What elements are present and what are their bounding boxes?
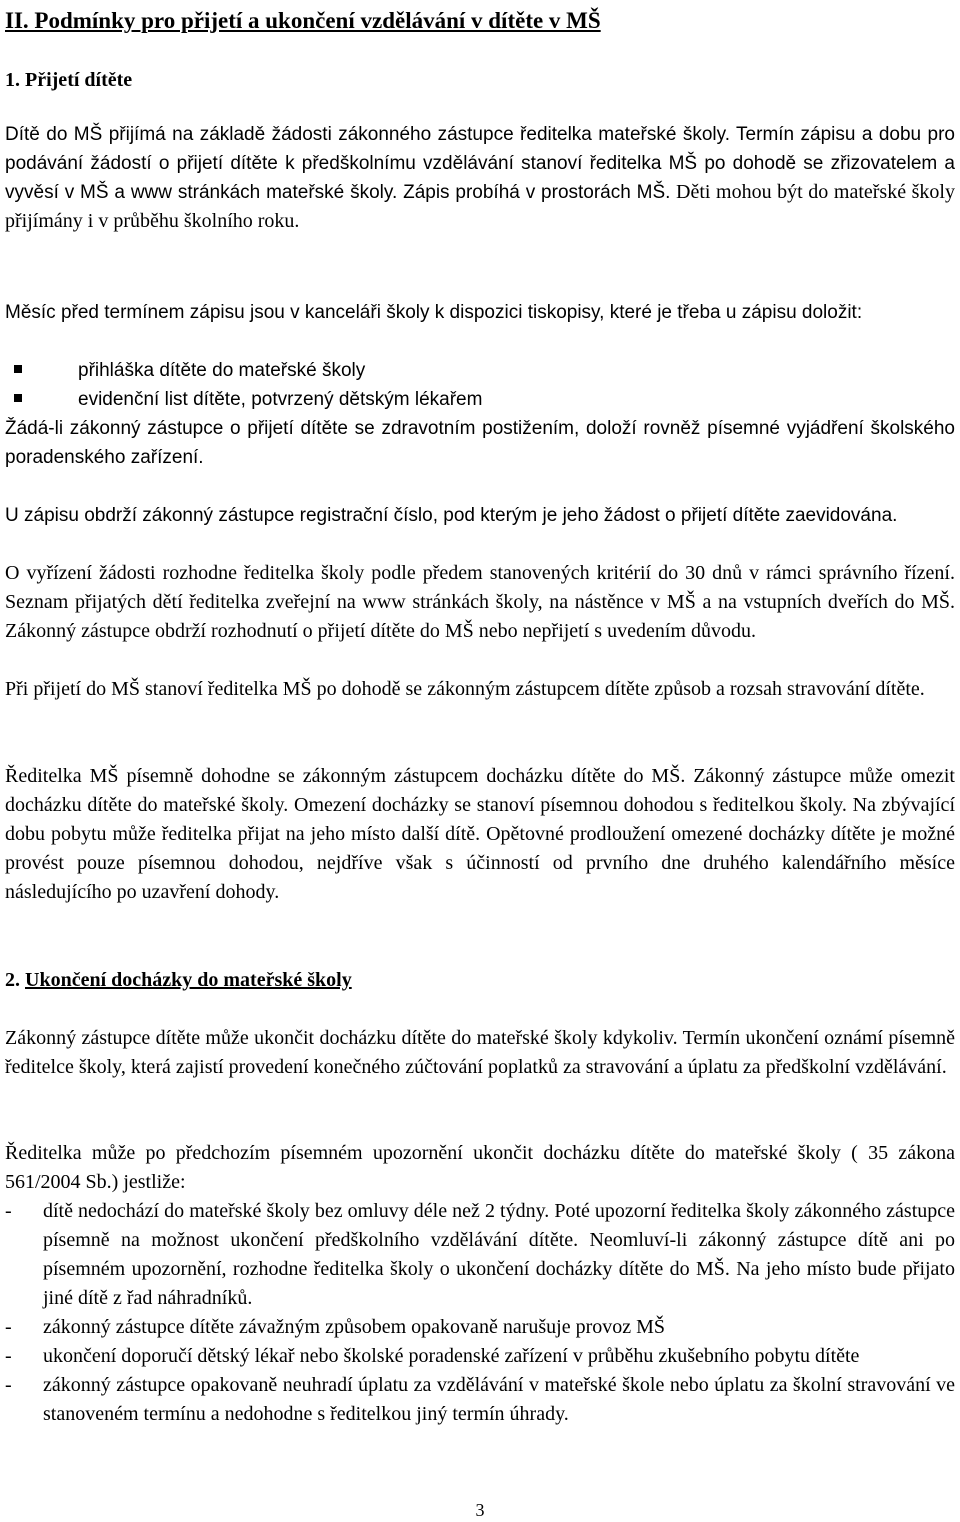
list-item-text: evidenční list dítěte, potvrzený dětským lékařem [78,389,483,410]
dash-marker: - [5,1374,12,1396]
section-2-title [5,966,352,995]
paragraph-1-text: Dítě do MŠ přijímá na základě žádosti zákonného zástupce ředitelka mateřské školy. Termín zápisu a dobu pro podávání žádostí o přijetí dítěte k předškolnímu vzdělávání stanoví ředitelka MŠ po dohodě se zřizovatelem a vyvěsí v MŠ a www stránkách mateřské školy. Zápis probíhá v prostorách MŠ. [5,124,955,203]
list-item-text: přihláška dítěte do mateřské školy [78,360,366,381]
section-2-title-text: Ukončení docházky do mateřské školy [25,969,352,991]
section-2-paragraph-1: Zákonný zástupce dítěte může ukončit docházku dítěte do mateřské školy kdykoliv. Termín ukončení oznámí písemně ředitelce školy, která zajistí provedení konečného zúčtování poplatků za stravování a úplatu za předškolní vzdělávání. [5,1027,955,1078]
section-1-paragraph-7: Ředitelka MŠ písemně dohodne se zákonným zástupcem docházku dítěte do MŠ. Zákonný zástupce může omezit docházku dítěte do mateřské školy. Omezení docházky se stanoví písemnou dohodou s ředitelkou školy. Na zbývající dobu pobytu může ředitelka přijat na jeho místo další dítě. Opětovné prodloužení omezené docházky dítěte je možné provést pouze písemnou dohodou, nejdříve však s účinností od prvního dne druhého kalendářního měsíce následujícího po uzavření dohody. [5,765,955,903]
section-2-number: 2. [5,969,20,991]
list-item-text: zákonný zástupce opakovaně neuhradí úplatu za vzdělávání v mateřské škole nebo úplatu za školní stravování ve stanoveném termínu a nedohodne s ředitelkou jiný termín úhrady. [43,1374,955,1425]
section-2-paragraph-2: Ředitelka může po předchozím písemném upozornění ukončit docházku dítěte do mateřské školy ( 35 zákona 561/2004 Sb.) jestliže: [5,1142,955,1193]
section-1-paragraph-1 [5,120,955,236]
list-item [5,385,955,414]
list-item-text: zákonný zástupce dítěte závažným způsobem opakovaně narušuje provoz MŠ [43,1316,666,1338]
paragraph-1-end: Děti mohou být do mateřské školy přijímány i v průběhu školního roku. [5,181,955,232]
list-item [5,1342,955,1371]
bullet-square-icon [14,394,22,402]
termination-reasons-list [5,1197,955,1429]
list-item-text: dítě nedochází do mateřské školy bez omluvy déle než 2 týdny. Poté upozorní ředitelka školy zákonného zástupce písemně na možnost ukončení předškolního vzdělávání dítěte. Neomluví-li zákonný zástupce dítě ani po písemném upozornění, rozhodne ředitelka školy o ukončení docházky dítěte do MŠ. Na jeho místo bude přijato jiné dítě z řad náhradníků. [43,1200,955,1309]
dash-marker: - [5,1316,12,1338]
section-1-paragraph-3: Žádá-li zákonný zástupce o přijetí dítěte se zdravotním postižením, doloží rovněž písemné vyjádření školského poradenského zařízení. [5,418,955,468]
section-1-paragraph-5: O vyřízení žádosti rozhodne ředitelka školy podle předem stanovených kritérií do 30 dnů v rámci správního řízení. Seznam přijatých dětí ředitelka zveřejní na www stránkách školy, na nástěnce v MŠ a na vstupních dveřích do MŠ. Zákonný zástupce obdrží rozhodnutí o přijetí dítěte do MŠ nebo nepřijetí s uvedením důvodu. [5,562,955,642]
page-heading: II. Podmínky pro přijetí a ukončení vzdělávání v dítěte v MŠ [5,8,601,33]
section-1-paragraph-4: U zápisu obdrží zákonný zástupce registrační číslo, pod kterým je jeho žádost o přijetí dítěte zaevidována. [5,505,898,526]
dash-marker: - [5,1345,12,1367]
page-number: 3 [475,1500,485,1520]
section-1-title: 1. Přijetí dítěte [5,69,133,91]
required-documents-list [5,356,955,414]
list-item [5,1197,955,1313]
dash-marker: - [5,1200,12,1222]
section-1-paragraph-2: Měsíc před termínem zápisu jsou v kanceláři školy k dispozici tiskopisy, které je třeba u zápisu doložit: [5,302,863,323]
bullet-square-icon [14,365,22,373]
list-item [5,1313,955,1342]
list-item [5,1371,955,1429]
list-item-text: ukončení doporučí dětský lékař nebo školské poradenské zařízení v průběhu zkušebního pobytu dítěte [43,1345,860,1367]
list-item [5,356,955,385]
section-1-paragraph-6: Při přijetí do MŠ stanoví ředitelka MŠ po dohodě se zákonným zástupcem dítěte způsob a rozsah stravování dítěte. [5,678,925,700]
